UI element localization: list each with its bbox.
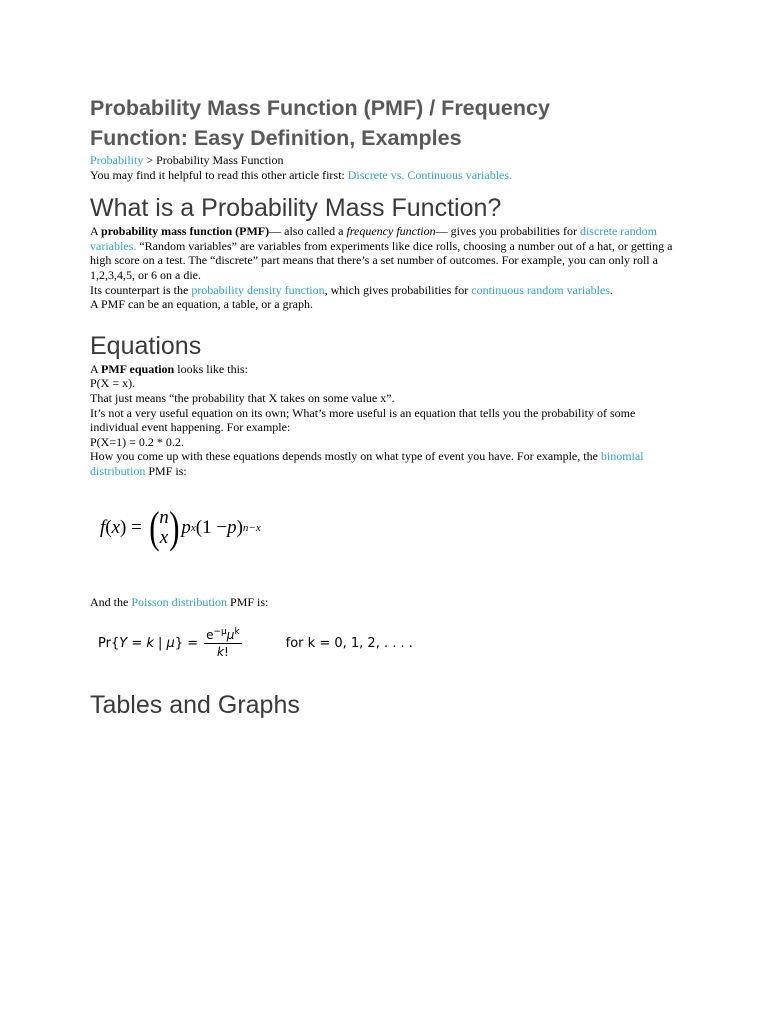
def-term-frequency: frequency function (346, 224, 436, 239)
title-line-2: Function: Easy Definition, Examples (90, 126, 462, 150)
equation-line-6 (90, 449, 674, 478)
page-title (90, 93, 674, 153)
link-poisson-distribution[interactable]: Poisson distribution (131, 594, 228, 609)
poisson-text-b: PMF is: (227, 594, 269, 609)
binomial-text-a: How you come up with these equations depends mostly on what type of event you have. For example, the (90, 449, 601, 464)
eq-text-a: A (90, 361, 102, 376)
counterpart-text-b: , which gives probabilities for (324, 282, 472, 297)
link-continuous-random-variables[interactable]: continuous random variables (471, 282, 610, 297)
counterpart-text-a: Its counterpart is the (90, 282, 192, 297)
def-text-c: — also called a (269, 224, 347, 239)
def-text-f: “Random variables” are variables from experiments like dice rolls, choosing a number out of a hat, or getting a high score on a test. The “discrete” part means that there’s a set number of outcomes. For example, you can only roll a 1,2,3,4,5, or 6 on a die. (90, 238, 673, 282)
equation-line-2: P(X = x). (90, 376, 136, 391)
section-heading-equations: Equations (90, 331, 202, 360)
pmf-forms-paragraph: A PMF can be an equation, a table, or a graph. (90, 297, 313, 312)
equation-line-3: That just means “the probability that X takes on some value x”. (90, 390, 395, 405)
breadcrumb (90, 153, 674, 168)
title-line-1: Probability Mass Function (PMF) / Frequency (90, 96, 550, 120)
definition-paragraph (90, 224, 674, 282)
binomial-pmf-formula: f ( x ) = ( n x ) p x (1 − p ) n−x (100, 502, 261, 552)
section-heading-what-is-pmf: What is a Probability Mass Function? (90, 194, 502, 223)
link-binomial-distribution[interactable]: binomial distribution (90, 449, 644, 478)
def-text-a: A (90, 224, 102, 239)
counterpart-paragraph (90, 283, 674, 298)
poisson-domain: for k = 0, 1, 2, . . . . (285, 635, 413, 651)
def-text-e: — gives you probabilities for (435, 224, 580, 239)
poisson-paragraph (90, 595, 674, 610)
intro-paragraph (90, 168, 674, 183)
section-heading-tables-graphs: Tables and Graphs (90, 691, 300, 720)
breadcrumb-separator: > (143, 153, 157, 167)
article-content (90, 93, 674, 721)
counterpart-text-c: . (609, 282, 613, 297)
breadcrumb-link-probability[interactable]: Probability (90, 153, 144, 167)
intro-text: You may find it helpful to read this other article first: (90, 167, 348, 182)
eq-text-c: looks like this: (174, 361, 248, 376)
def-term-pmf: probability mass function (PMF) (101, 224, 270, 239)
poisson-text-a: And the (90, 594, 132, 609)
equation-line-5: P(X=1) = 0.2 * 0.2. (90, 434, 184, 449)
link-discrete-random-variables[interactable]: discrete random variables. (90, 224, 657, 253)
poisson-pmf-formula: Pr{Y = k | μ} = $\frac{e^{-\mu}\mu^k}{k!}$ for k = 0, 1, 2, . . . . (98, 627, 413, 660)
intro-link[interactable]: Discrete vs. Continuous variables. (347, 167, 513, 182)
breadcrumb-current: Probability Mass Function (156, 153, 284, 167)
equation-line-1 (90, 362, 674, 377)
link-probability-density-function[interactable]: probability density function (191, 282, 325, 297)
equation-line-4: It’s not a very useful equation on its own; What’s more useful is an equation that tells you the probability of some individual event happening. For example: (90, 405, 636, 435)
binomial-text-b: PMF is: (145, 463, 187, 478)
eq-term-pmf-equation: PMF equation (101, 361, 175, 376)
